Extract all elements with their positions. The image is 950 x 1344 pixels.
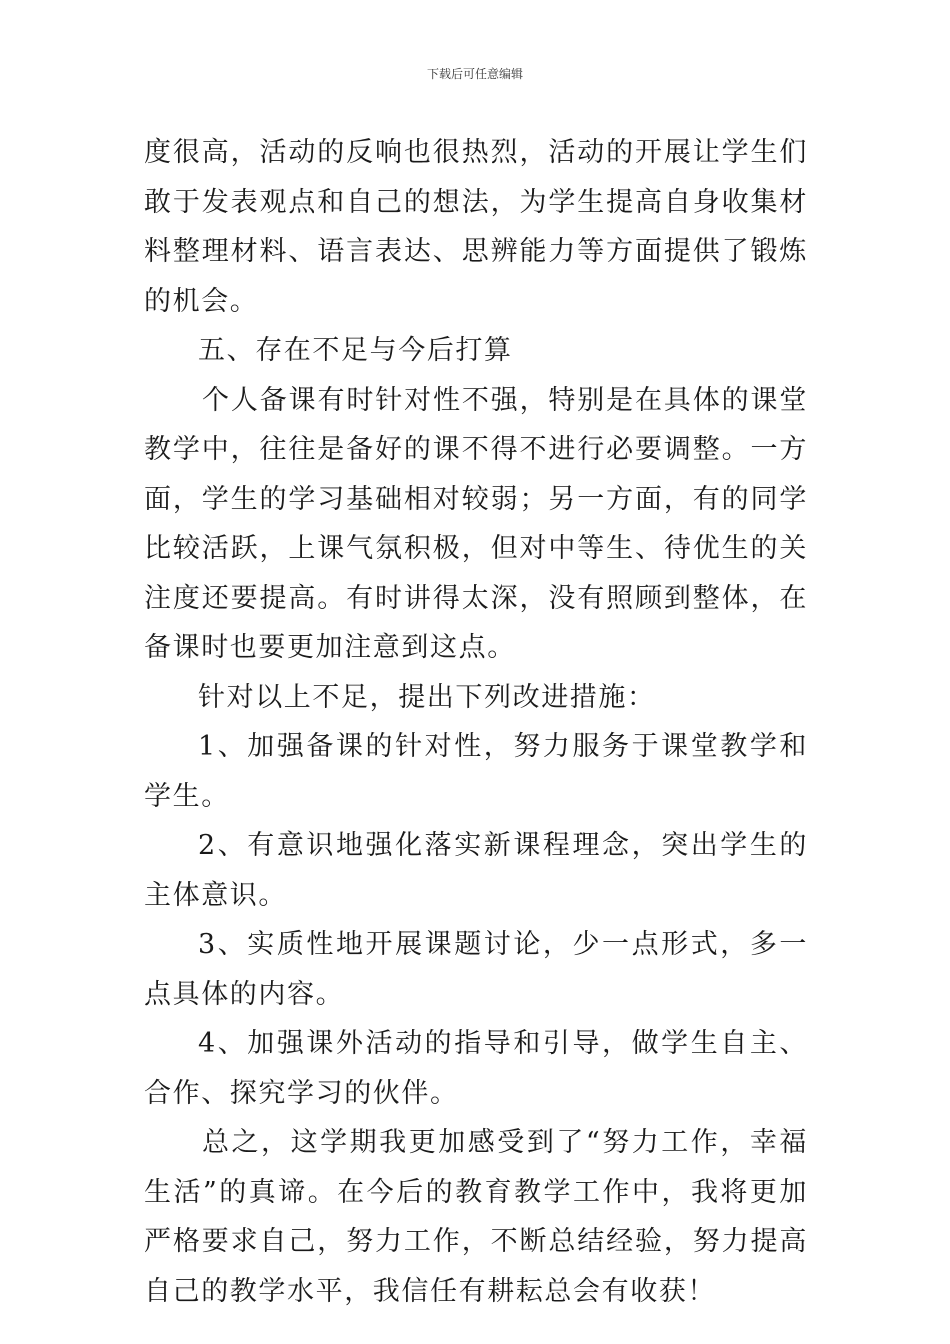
- measure-item-3: 3、实质性地开展课题讨论，少一点形式，多一点具体的内容。: [144, 929, 808, 1010]
- paragraph-measures-intro: 针对以上不足，提出下列改进措施：: [198, 681, 656, 713]
- measure-item-1: 1、加强备课的针对性，努力服务于课堂教学和学生。: [144, 731, 808, 812]
- paragraph-conclusion: 总之，这学期我更加感受到了“努力工作，幸福生活”的真谛。在今后的教育教学工作中，我将更加严格要求自己，努力工作，不断总结经验，努力提高自己的教学水平，我信任有耕耘总会有收获！: [144, 1127, 808, 1307]
- page-header-note: 下载后可任意编辑: [426, 67, 523, 81]
- measure-item-4: 4、加强课外活动的指导和引导，做学生自主、合作、探究学习的伙伴。: [144, 1028, 808, 1109]
- section-heading-shortcomings: 五、存在不足与今后打算: [198, 335, 513, 366]
- document-body: [144, 128, 808, 1316]
- paragraph-shortcomings: 个人备课有时针对性不强，特别是在具体的课堂教学中，往往是备好的课不得不进行必要调整。一方面，学生的学习基础相对较弱；另一方面，有的同学比较活跃，上课气氛积极，但对中等生、待优生的关注度还要提高。有时讲得太深，没有照顾到整体，在备课时也要更加注意到这点。: [144, 384, 808, 663]
- measure-item-2: 2、有意识地强化落实新课程理念，突出学生的主体意识。: [144, 830, 808, 911]
- paragraph-continuation: 度很高，活动的反响也很热烈，活动的开展让学生们敢于发表观点和自己的想法，为学生提高自身收集材料整理材料、语言表达、思辨能力等方面提供了锻炼的机会。: [144, 137, 808, 317]
